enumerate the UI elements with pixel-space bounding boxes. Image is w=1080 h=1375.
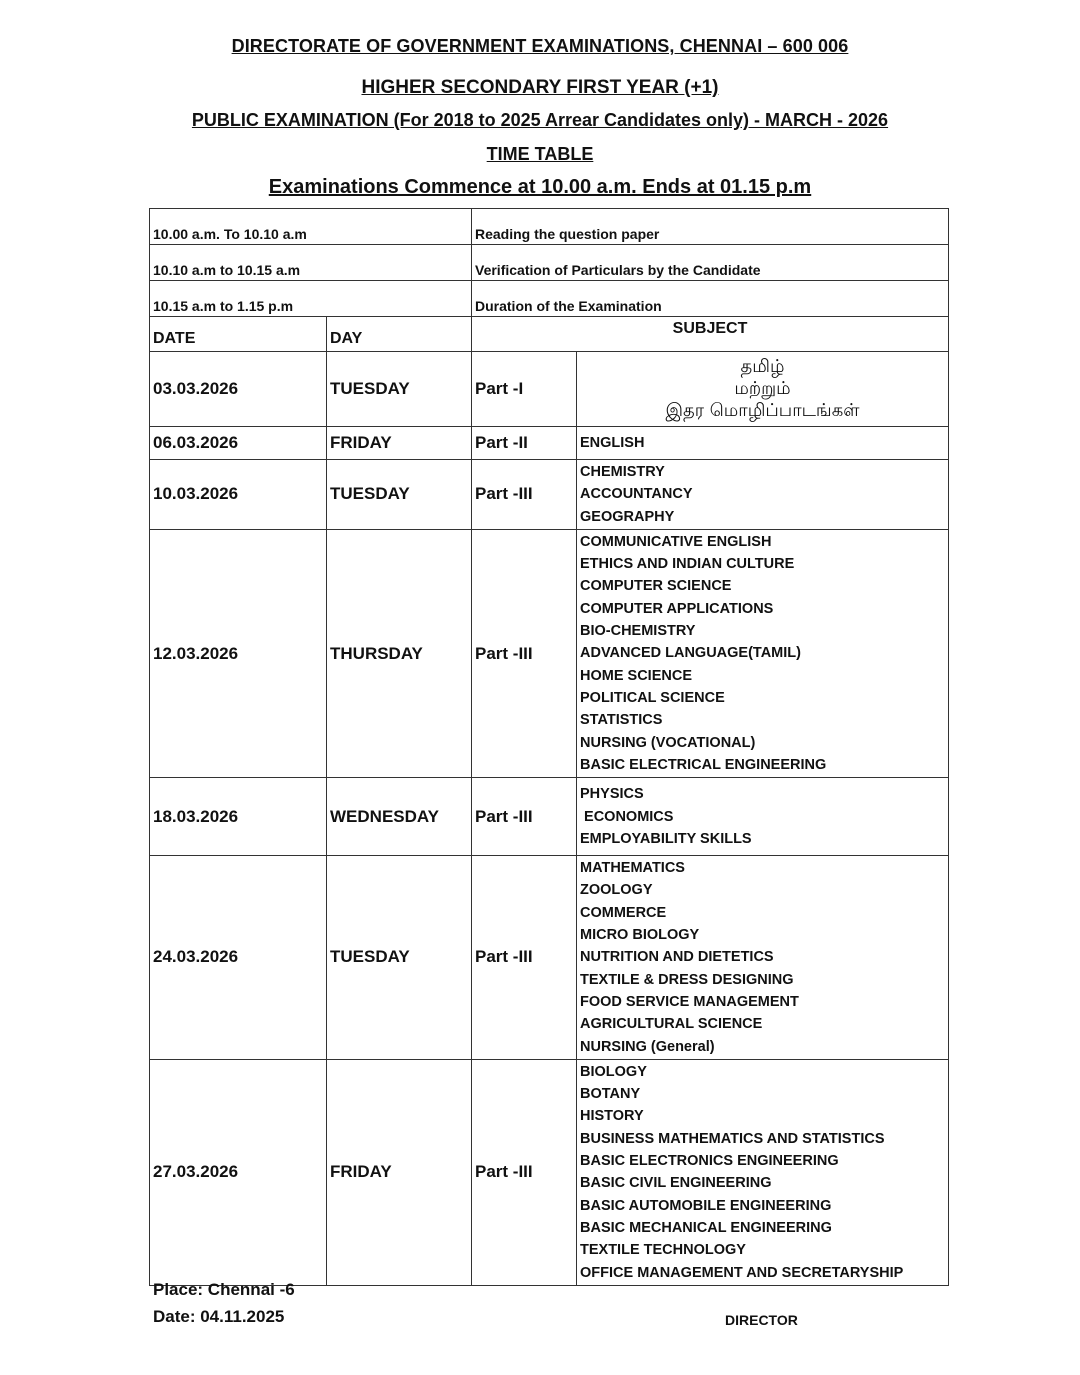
- subject-item: தமிழ்: [740, 356, 785, 377]
- exam-subjects: [577, 529, 949, 777]
- exam-date: 06.03.2026: [150, 427, 327, 460]
- exam-date: 18.03.2026: [150, 778, 327, 856]
- subject-item: ZOOLOGY: [580, 882, 653, 899]
- subject-item: மற்றும்: [734, 378, 791, 399]
- exam-date: 24.03.2026: [150, 856, 327, 1060]
- exam-day: TUESDAY: [327, 856, 472, 1060]
- exam-part: Part -III: [472, 529, 577, 777]
- subject-item: HISTORY: [580, 1108, 644, 1125]
- exam-heading: PUBLIC EXAMINATION (For 2018 to 2025 Arrear Candidates only) - MARCH - 2026: [191, 110, 889, 130]
- exam-row: [150, 856, 949, 1060]
- schedule-time: 10.10 a.m to 10.15 a.m: [150, 245, 472, 281]
- exam-date: 03.03.2026: [150, 352, 327, 427]
- subject-item: BOTANY: [580, 1086, 641, 1103]
- subject-item: NURSING (General): [580, 1038, 715, 1055]
- exam-day: TUESDAY: [327, 352, 472, 427]
- schedule-time: 10.15 a.m to 1.15 p.m: [150, 281, 472, 317]
- exam-subjects: [577, 427, 949, 460]
- schedule-row: [150, 245, 949, 281]
- exam-part: Part -III: [472, 1059, 577, 1285]
- course-heading: HIGHER SECONDARY FIRST YEAR (+1): [361, 77, 719, 98]
- subject-item: இதர மொழிப்பாடங்கள்: [665, 400, 860, 421]
- column-header-row: [150, 317, 949, 352]
- place-label: Place: Chennai -6: [153, 1280, 295, 1299]
- subject-item: POLITICAL SCIENCE: [580, 689, 725, 706]
- day-column-header: DAY: [327, 317, 472, 352]
- exam-part: Part -III: [472, 460, 577, 530]
- exam-subjects: [577, 460, 949, 530]
- subject-item: BASIC ELECTRONICS ENGINEERING: [580, 1153, 839, 1170]
- date-column-header: DATE: [150, 317, 327, 352]
- subject-item: CHEMISTRY: [580, 464, 665, 480]
- schedule-activity: Verification of Particulars by the Candidate: [472, 245, 949, 281]
- subject-item: OFFICE MANAGEMENT AND SECRETARYSHIP: [580, 1264, 904, 1281]
- exam-day: THURSDAY: [327, 529, 472, 777]
- subject-item: MATHEMATICS: [580, 860, 685, 877]
- subject-item: NURSING (VOCATIONAL): [580, 734, 756, 751]
- exam-subjects: [577, 352, 949, 427]
- subject-item: EMPLOYABILITY SKILLS: [580, 830, 752, 847]
- exam-row: [150, 1059, 949, 1285]
- subject-item: COMMUNICATIVE ENGLISH: [580, 533, 772, 550]
- subject-item: ENGLISH: [580, 434, 645, 451]
- subject-item: ECONOMICS: [580, 808, 674, 825]
- schedule-activity: Duration of the Examination: [472, 281, 949, 317]
- exam-part: Part -I: [472, 352, 577, 427]
- subject-item: ADVANCED LANGUAGE(TAMIL): [580, 645, 801, 662]
- exam-part: Part -II: [472, 427, 577, 460]
- subject-column-header: SUBJECT: [472, 317, 949, 352]
- subject-item: TEXTILE & DRESS DESIGNING: [580, 971, 794, 988]
- subject-item: GEOGRAPHY: [580, 508, 675, 525]
- exam-day: TUESDAY: [327, 460, 472, 530]
- exam-subjects: [577, 778, 949, 856]
- exam-date: 10.03.2026: [150, 460, 327, 530]
- subject-item: AGRICULTURAL SCIENCE: [580, 1016, 763, 1033]
- subject-item: BIO-CHEMISTRY: [580, 623, 696, 640]
- exam-row: [150, 427, 949, 460]
- exam-row: [150, 778, 949, 856]
- subject-item: PHYSICS: [580, 786, 644, 803]
- schedule-row: [150, 281, 949, 317]
- document-title: TIME TABLE: [486, 144, 594, 164]
- exam-row: [150, 529, 949, 777]
- subject-item: HOME SCIENCE: [580, 667, 692, 684]
- subject-item: BASIC MECHANICAL ENGINEERING: [580, 1219, 832, 1236]
- timing-heading: Examinations Commence at 10.00 a.m. Ends at 01.15 p.m: [268, 176, 812, 198]
- subject-item: ETHICS AND INDIAN CULTURE: [580, 556, 795, 573]
- schedule-row: [150, 209, 949, 245]
- exam-row: [150, 460, 949, 530]
- schedule-activity: Reading the question paper: [472, 209, 949, 245]
- subject-item: BASIC ELECTRICAL ENGINEERING: [580, 756, 827, 773]
- subject-item: COMPUTER SCIENCE: [580, 578, 732, 595]
- exam-part: Part -III: [472, 856, 577, 1060]
- subject-item: BASIC CIVIL ENGINEERING: [580, 1175, 772, 1192]
- exam-subjects: [577, 856, 949, 1060]
- schedule-time: 10.00 a.m. To 10.10 a.m: [150, 209, 472, 245]
- exam-subjects: [577, 1059, 949, 1285]
- subject-item: FOOD SERVICE MANAGEMENT: [580, 993, 799, 1010]
- subject-item: BUSINESS MATHEMATICS AND STATISTICS: [580, 1130, 885, 1147]
- subject-item: MICRO BIOLOGY: [580, 927, 700, 944]
- exam-day: WEDNESDAY: [327, 778, 472, 856]
- subject-item: TEXTILE TECHNOLOGY: [580, 1242, 746, 1259]
- directorate-heading: DIRECTORATE OF GOVERNMENT EXAMINATIONS, CHENNAI – 600 006: [231, 36, 849, 56]
- subject-item: BIOLOGY: [580, 1063, 647, 1080]
- exam-date: 12.03.2026: [150, 529, 327, 777]
- exam-day: FRIDAY: [327, 1059, 472, 1285]
- subject-item: COMMERCE: [580, 904, 667, 921]
- subject-item: COMPUTER APPLICATIONS: [580, 600, 774, 617]
- exam-row: [150, 352, 949, 427]
- issue-date-label: Date: 04.11.2025: [153, 1307, 285, 1326]
- subject-item: NUTRITION AND DIETETICS: [580, 949, 774, 966]
- exam-day: FRIDAY: [327, 427, 472, 460]
- director-signature: DIRECTOR: [725, 1312, 798, 1328]
- exam-part: Part -III: [472, 778, 577, 856]
- exam-date: 27.03.2026: [150, 1059, 327, 1285]
- timetable: [149, 208, 949, 1286]
- subject-item: ACCOUNTANCY: [580, 486, 693, 503]
- subject-item: BASIC AUTOMOBILE ENGINEERING: [580, 1197, 832, 1214]
- subject-item: STATISTICS: [580, 712, 663, 729]
